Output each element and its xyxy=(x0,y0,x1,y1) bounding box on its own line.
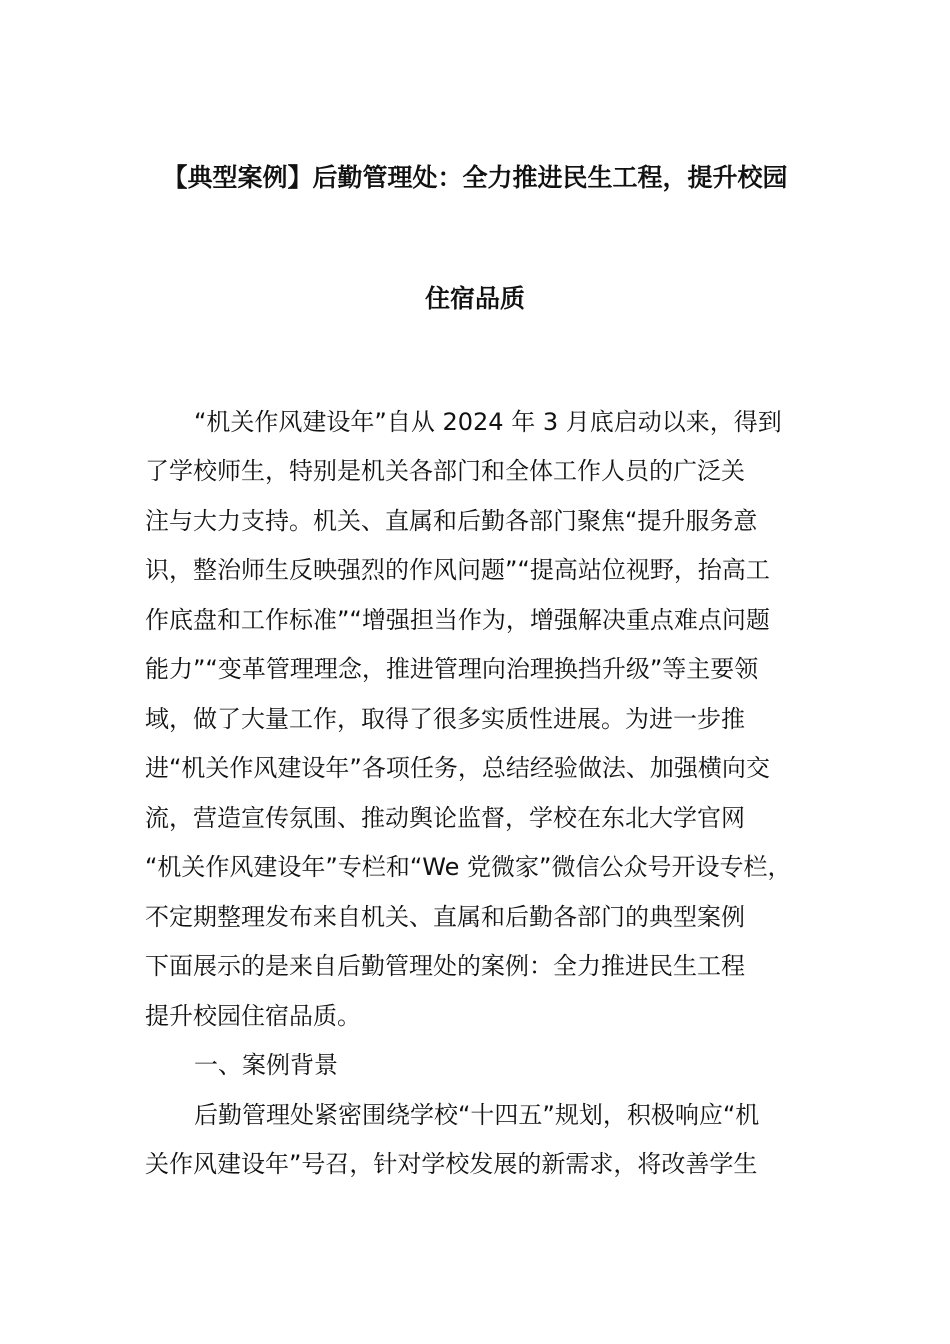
paragraph-line: 提升校园住宿品质。 xyxy=(145,1002,361,1030)
section-heading: 一、案例背景 xyxy=(194,1051,338,1079)
paragraph-line: 不定期整理发布来自机关、直属和后勤各部门的典型案例 xyxy=(145,903,745,931)
paragraph-line: 识，整治师生反映强烈的作风问题”“提高站位视野，抬高工 xyxy=(145,556,770,584)
paragraph-line: 域，做了大量工作，取得了很多实质性进展。为进一步推 xyxy=(145,705,745,733)
paragraph-line: “机关作风建设年”自从 2024 年 3 月底启动以来，得到 xyxy=(194,408,782,436)
paragraph-line: 作底盘和工作标准”“增强担当作为，增强解决重点难点问题 xyxy=(145,606,770,634)
paragraph-line: 流，营造宣传氛围、推动舆论监督，学校在东北大学官网 xyxy=(145,804,745,832)
document-title-line-2: 住宿品质 xyxy=(424,284,525,313)
paragraph-line: 进“机关作风建设年”各项任务，总结经验做法、加强横向交 xyxy=(145,754,770,782)
paragraph-line: 关作风建设年”号召，针对学校发展的新需求，将改善学生 xyxy=(145,1150,758,1178)
paragraph-line: 注与大力支持。机关、直属和后勤各部门聚焦“提升服务意 xyxy=(145,507,758,535)
paragraph-line: “机关作风建设年”专栏和“We 党微家”微信公众号开设专栏， xyxy=(145,853,792,881)
document-title-line-1: 【典型案例】后勤管理处：全力推进民生工程，提升校园 xyxy=(162,163,788,192)
paragraph-line: 下面展示的是来自后勤管理处的案例：全力推进民生工程 xyxy=(145,952,745,980)
paragraph-line: 能力”“变革管理理念，推进管理向治理换挡升级”等主要领 xyxy=(145,655,759,683)
paragraph-line: 后勤管理处紧密围绕学校“十四五”规划，积极响应“机 xyxy=(194,1101,760,1129)
paragraph-line: 了学校师生，特别是机关各部门和全体工作人员的广泛关 xyxy=(145,457,745,485)
